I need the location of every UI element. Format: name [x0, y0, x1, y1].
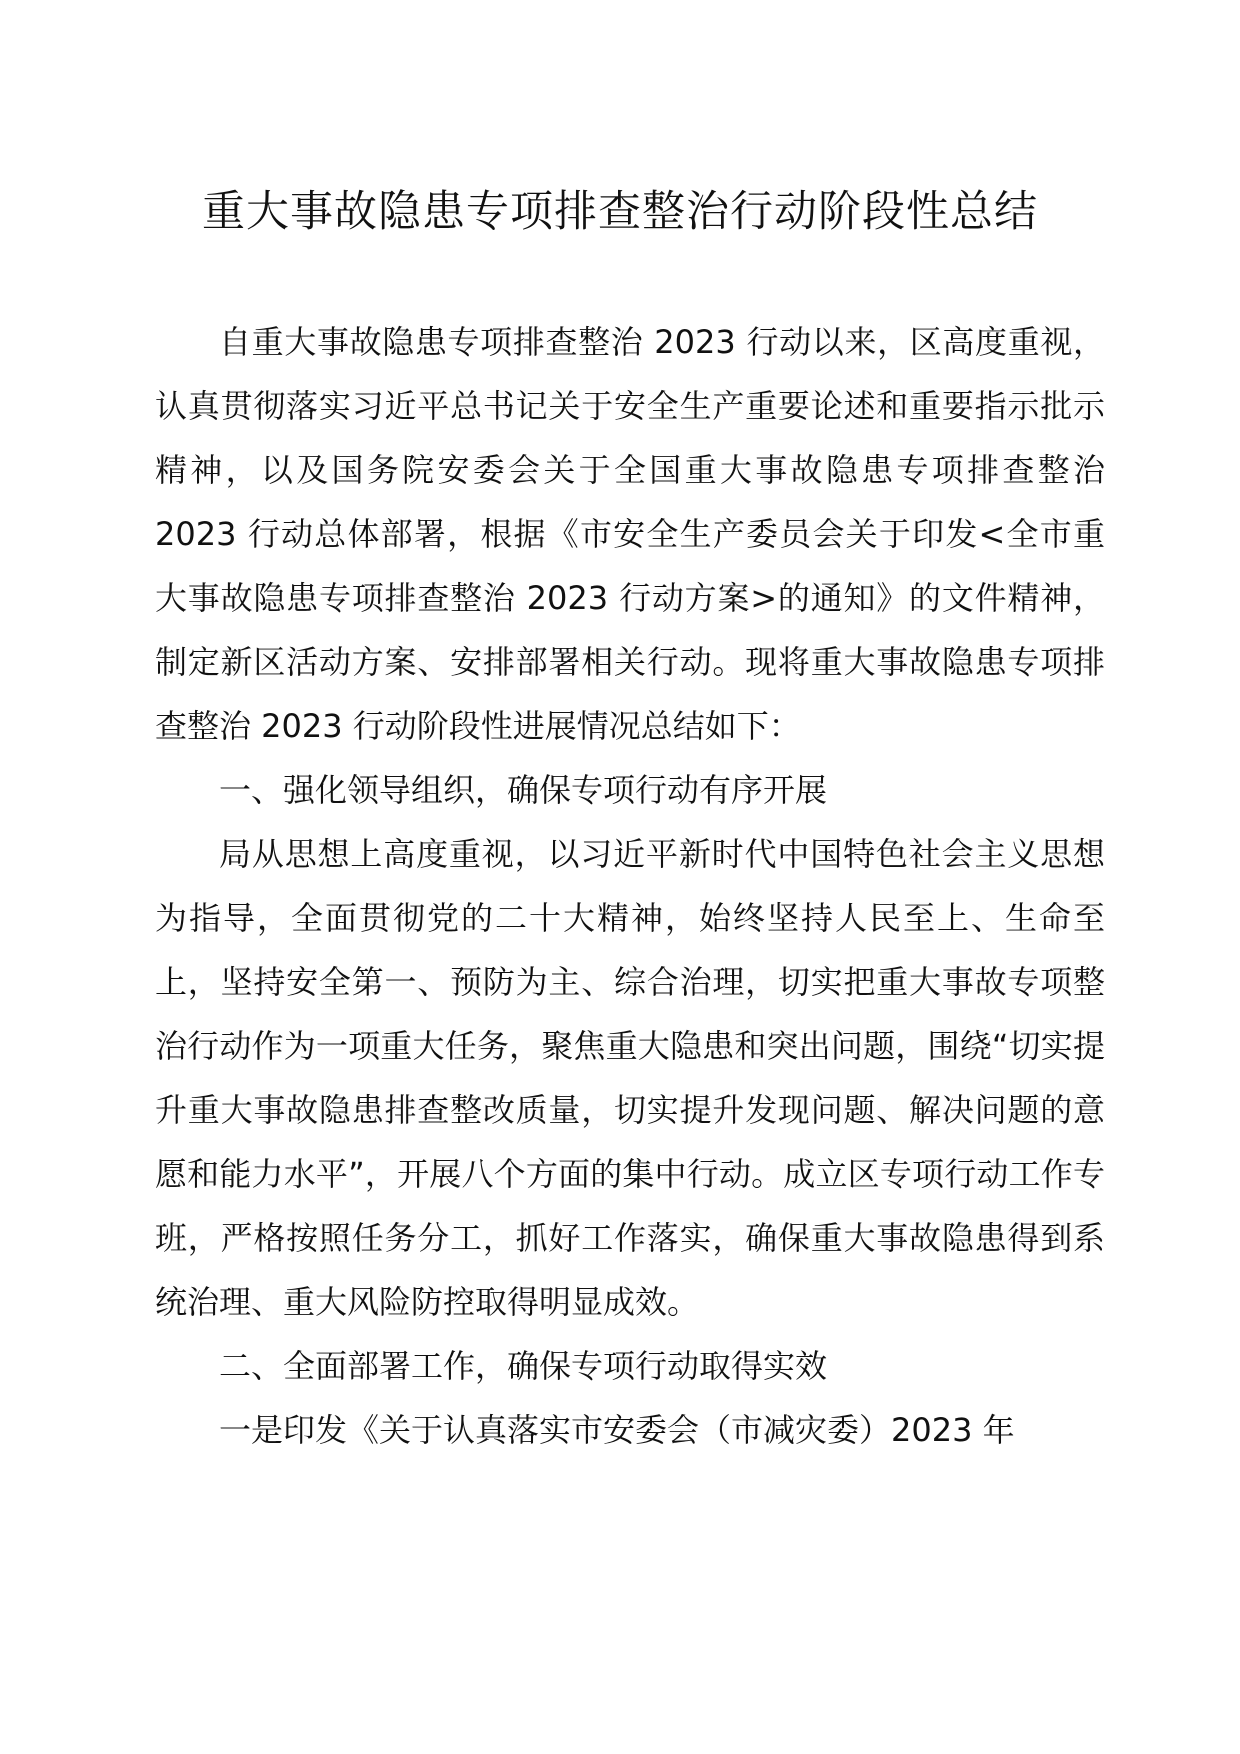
section-1-paragraph: 局从思想上高度重视，以习近平新时代中国特色社会主义思想为指导，全面贯彻党的二十大精神，始终坚持人民至上、生命至上，坚持安全第一、预防为主、综合治理，切实把重大事故专项整治行动作为一项重大任务，聚焦重大隐患和突出问题，围绕“切实提升重大事故隐患排查整改质量，切实提升发现问题、解决问题的意愿和能力水平”，开展八个方面的集中行动。成立区专项行动工作专班，严格按照任务分工，抓好工作落实，确保重大事故隐患得到系统治理、重大风险防控取得明显成效。 — [155, 835, 1105, 1321]
section-2-paragraph: 一是印发《关于认真落实市安委会（市减灾委）2023 年 — [219, 1411, 1015, 1449]
document-body — [155, 310, 1105, 1462]
section-heading-2: 二、全面部署工作，确保专项行动取得实效 — [219, 1347, 828, 1385]
document-title: 重大事故隐患专项排查整治行动阶段性总结 — [202, 187, 1038, 237]
intro-paragraph: 自重大事故隐患专项排查整治 2023 行动以来，区高度重视，认真贯彻落实习近平总书记关于安全生产重要论述和重要指示批示精神，以及国务院安委会关于全国重大事故隐患专项排查整治 2023 行动总体部署，根据《市安全生产委员会关于印发<全市重大事故隐患专项排查整治 2023 行动方案>的通知》的文件精神，制定新区活动方案、安排部署相关行动。现将重大事故隐患专项排查整治 2023 行动阶段性进展情况总结如下： — [155, 323, 1105, 745]
section-heading-1: 一、强化领导组织，确保专项行动有序开展 — [219, 771, 828, 809]
